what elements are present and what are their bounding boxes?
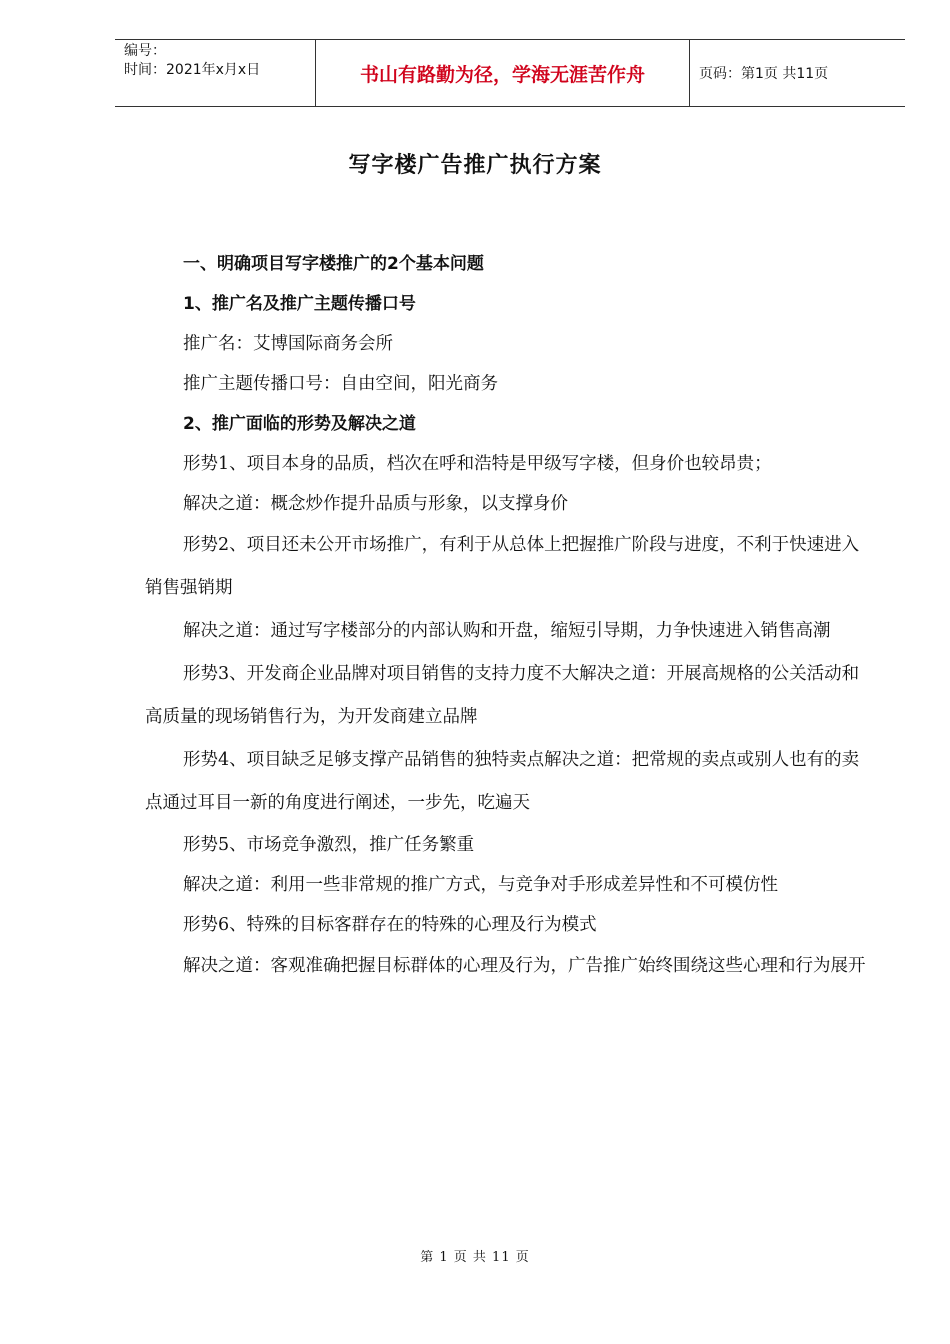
- page-header: [115, 39, 905, 107]
- body-paragraph: 推广名：艾博国际商务会所: [183, 334, 393, 354]
- section-heading: 一、明确项目写字楼推广的2个基本问题: [183, 254, 484, 274]
- body-paragraph: 解决之道：利用一些非常规的推广方式，与竞争对手形成差异性和不可模仿性: [183, 875, 778, 895]
- document-title: 写字楼广告推广执行方案: [348, 153, 602, 178]
- header-motto: [316, 40, 690, 106]
- body-paragraph: 形势3、开发商企业品牌对项目销售的支持力度不大解决之道：开展高规格的公关活动和高质量的现场销售行为，为开发商建立品牌: [145, 664, 860, 727]
- serial-label: 编号：: [124, 43, 166, 59]
- page-info-text: 页码：第1页 共11页: [699, 66, 829, 82]
- time-label: 时间：2021年x月x日: [124, 62, 261, 78]
- motto-text: 书山有路勤为径，学海无涯苦作舟: [359, 63, 645, 86]
- page-footer: 第 1 页 共 11 页: [420, 1250, 530, 1265]
- subsection-heading: 1、推广名及推广主题传播口号: [183, 294, 416, 314]
- header-page-info: [690, 40, 905, 106]
- body-paragraph: 形势2、项目还未公开市场推广，有利于从总体上把握推广阶段与进度，不利于快速进入销售强销期: [145, 535, 860, 598]
- body-paragraph: 形势4、项目缺乏足够支撑产品销售的独特卖点解决之道：把常规的卖点或别人也有的卖点通过耳目一新的角度进行阐述，一步先，吃遍天: [145, 750, 860, 813]
- body-paragraph: 推广主题传播口号：自由空间，阳光商务: [183, 374, 498, 394]
- body-paragraph: 解决之道：概念炒作提升品质与形象，以支撑身价: [183, 494, 568, 514]
- body-paragraph: 形势1、项目本身的品质，档次在呼和浩特是甲级写字楼，但身价也较昂贵；: [183, 454, 772, 474]
- body-paragraph: 形势5、市场竞争激烈，推广任务繁重: [183, 835, 475, 855]
- body-paragraph: 解决之道：客观准确把握目标群体的心理及行为，广告推广始终围绕这些心理和行为展开: [183, 956, 866, 976]
- header-meta: [115, 40, 316, 106]
- body-paragraph: 形势6、特殊的目标客群存在的特殊的心理及行为模式: [183, 915, 597, 935]
- document-body: [145, 244, 875, 988]
- subsection-heading: 2、推广面临的形势及解决之道: [183, 414, 416, 434]
- body-paragraph: 解决之道：通过写字楼部分的内部认购和开盘，缩短引导期，力争快速进入销售高潮: [183, 621, 831, 641]
